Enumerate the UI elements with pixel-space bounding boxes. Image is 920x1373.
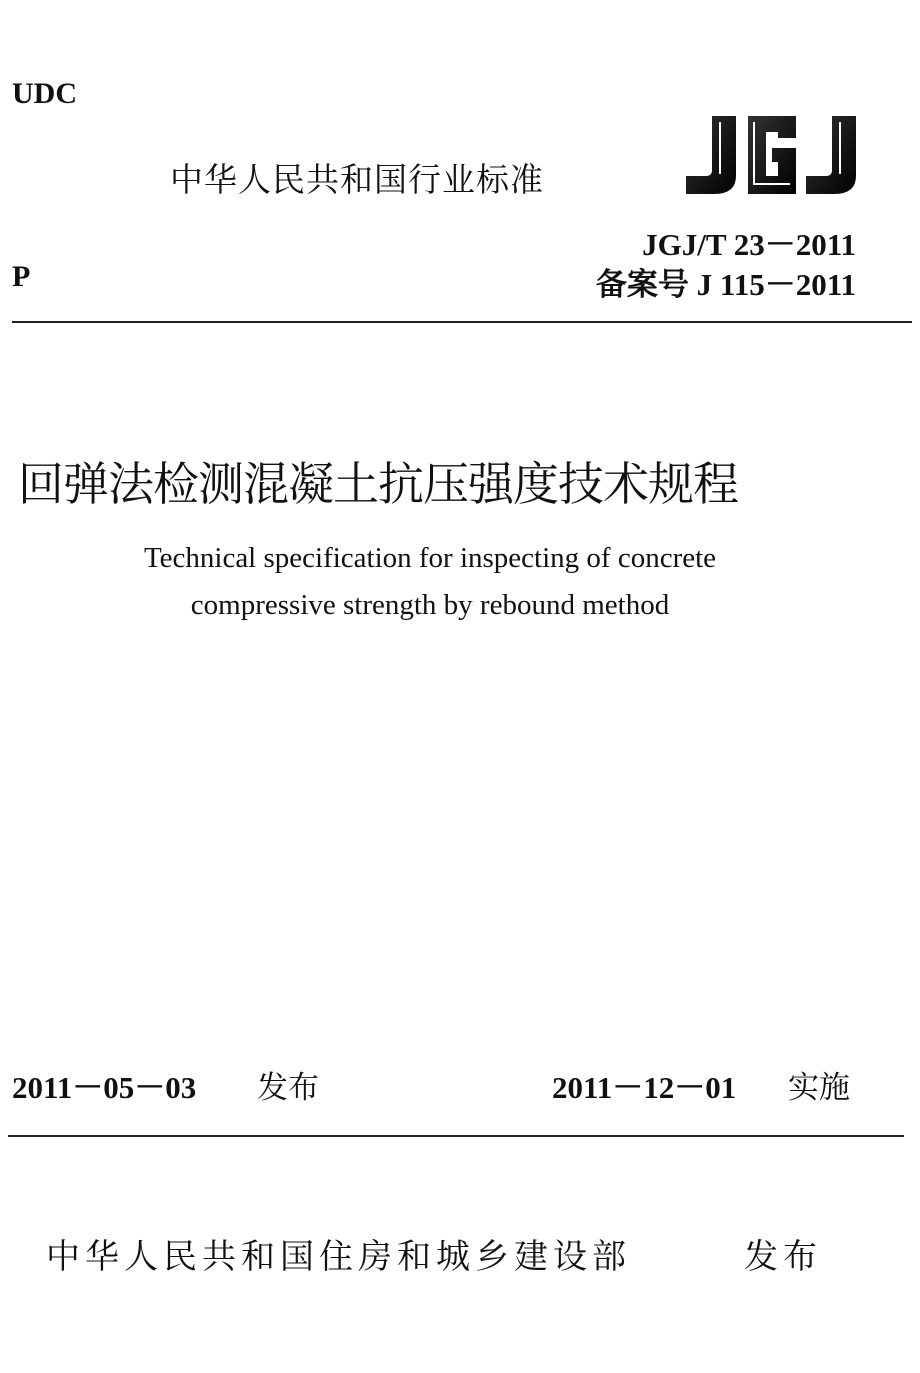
classification-label: P (12, 260, 31, 293)
top-divider (12, 321, 912, 323)
jgj-logo (682, 112, 860, 198)
bottom-divider (8, 1135, 904, 1137)
standard-code: JGJ/T 23－2011 (642, 227, 856, 262)
udc-label: UDC (12, 77, 77, 110)
implementation-date: 2011－12－01 (552, 1070, 737, 1105)
implementation-label: 实施 (788, 1070, 850, 1106)
record-number: 备案号 J 115－2011 (595, 267, 856, 302)
document-title-en-line2: compressive strength by rebound method (190, 589, 670, 621)
publisher-name: 中华人民共和国住房和城乡建设部 (46, 1237, 631, 1277)
document-title-en-line1: Technical specification for inspecting of concrete (143, 542, 717, 574)
publisher-label: 发布 (744, 1237, 822, 1277)
document-title-zh: 回弹法检测混凝土抗压强度技术规程 (18, 457, 738, 511)
issue-date: 2011－05－03 (12, 1070, 197, 1105)
issue-label: 发布 (257, 1070, 319, 1106)
industry-standard-heading: 中华人民共和国行业标准 (170, 160, 544, 199)
